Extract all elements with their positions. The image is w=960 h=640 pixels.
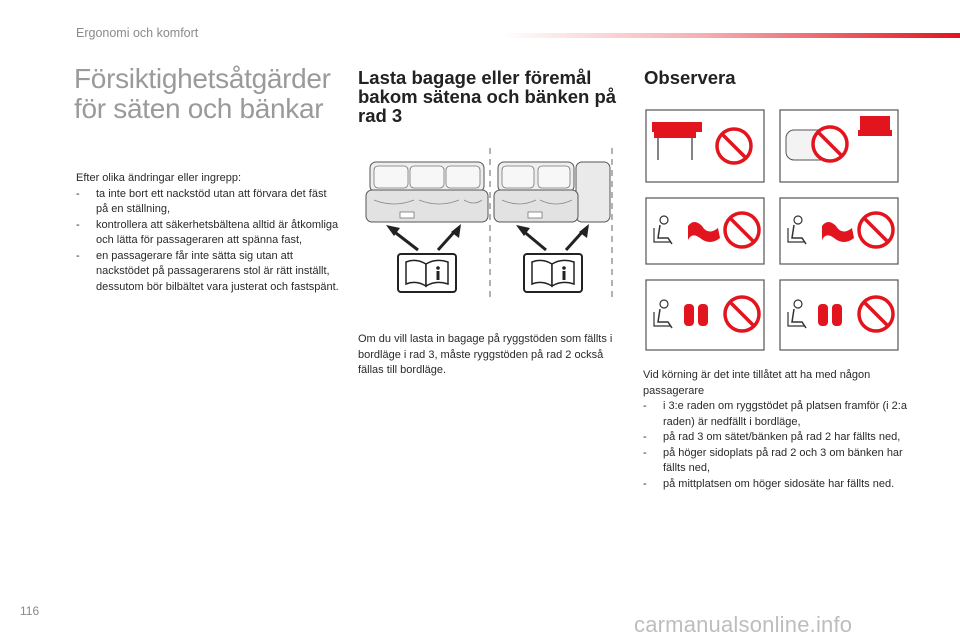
warning-tile-3 [646, 198, 764, 264]
left-column-text [76, 171, 341, 295]
manual-book-icon [524, 254, 582, 292]
list-item-text: i 3:e raden om ryggstödet på platsen framför (i 2:a raden) är nedfällt i bordläge, [663, 400, 907, 428]
page-title: Försiktighetsåtgärder för säten och bänkar [74, 63, 331, 124]
right-column-text [643, 368, 908, 492]
list-item-text: på rad 3 om sätet/bänken på rad 2 har fällts ned, [663, 431, 901, 443]
warning-tile-5 [646, 280, 764, 350]
list-item: - kontrollera att säkerhetsbältena alltid är åtkomliga och lätta för passageraren att spänna fast, [76, 218, 339, 246]
right-list [643, 399, 908, 492]
list-item: - på mittplatsen om höger sidosäte har fällts ned. [643, 477, 895, 490]
luggage-paragraph: Om du vill lasta in bagage på ryggstöden som fällts i bordläge i rad 3, måste ryggstöden på rad 2 också fällas till bordläge. [358, 333, 613, 376]
rear-bench-illustration [366, 162, 488, 222]
section-title-luggage: Lasta bagage eller föremål bakom sätena och bänken på rad 3 [358, 67, 617, 126]
list-item: - på höger sidoplats på rad 2 och 3 om bänken har fällts ned, [643, 446, 903, 474]
list-item: - på rad 3 om sätet/bänken på rad 2 har fällts ned, [643, 431, 901, 443]
warning-tile-1 [646, 110, 764, 182]
list-item-text: på mittplatsen om höger sidosäte har fällts ned. [663, 477, 895, 490]
section-title-observe: Observera [644, 67, 736, 88]
list-item: - i 3:e raden om ryggstödet på platsen framför (i 2:a raden) är nedfällt i bordläge, [643, 400, 907, 428]
left-list [76, 187, 341, 296]
manual-book-icon [398, 254, 456, 292]
no-entry-icon [717, 129, 751, 163]
folded-bench-illustration [494, 162, 610, 222]
list-item: - ta inte bort ett nackstöd utan att förvara det fäst på en ställning, [76, 187, 327, 215]
warning-tile-6 [780, 280, 898, 350]
header-accent-bar [500, 33, 960, 38]
section-header: Ergonomi och komfort [76, 26, 199, 40]
right-intro: Vid körning är det inte tillåtet att ha med någon passagerare [643, 369, 871, 397]
warning-illustrations [644, 108, 904, 354]
warning-tile-2 [780, 110, 898, 182]
list-item-text: kontrollera att säkerhetsbältena alltid är åtkomliga och lätta för passageraren att spänna fast, [96, 218, 339, 246]
watermark: carmanualsonline.info [634, 612, 853, 637]
list-item-text: ta inte bort ett nackstöd utan att förvara det fäst på en ställning, [96, 187, 327, 215]
seats-luggage-illustration [364, 148, 614, 298]
warning-tile-4 [780, 198, 898, 264]
page-number: 116 [20, 604, 40, 618]
list-item: - en passagerare får inte sätta sig utan att nackstödet på passagerarens stol är rätt inställt, dessutom bör bilbältet vara justerat och fastspänt. [76, 249, 339, 293]
list-item-text: på höger sidoplats på rad 2 och 3 om bänken har fällts ned, [663, 446, 903, 474]
list-item-text: en passagerare får inte sätta sig utan att nackstödet på passagerarens stol är rätt inställt, dessutom bör bilbältet vara justerat och fastspänt. [96, 249, 339, 293]
left-intro: Efter olika ändringar eller ingrepp: [76, 172, 242, 184]
